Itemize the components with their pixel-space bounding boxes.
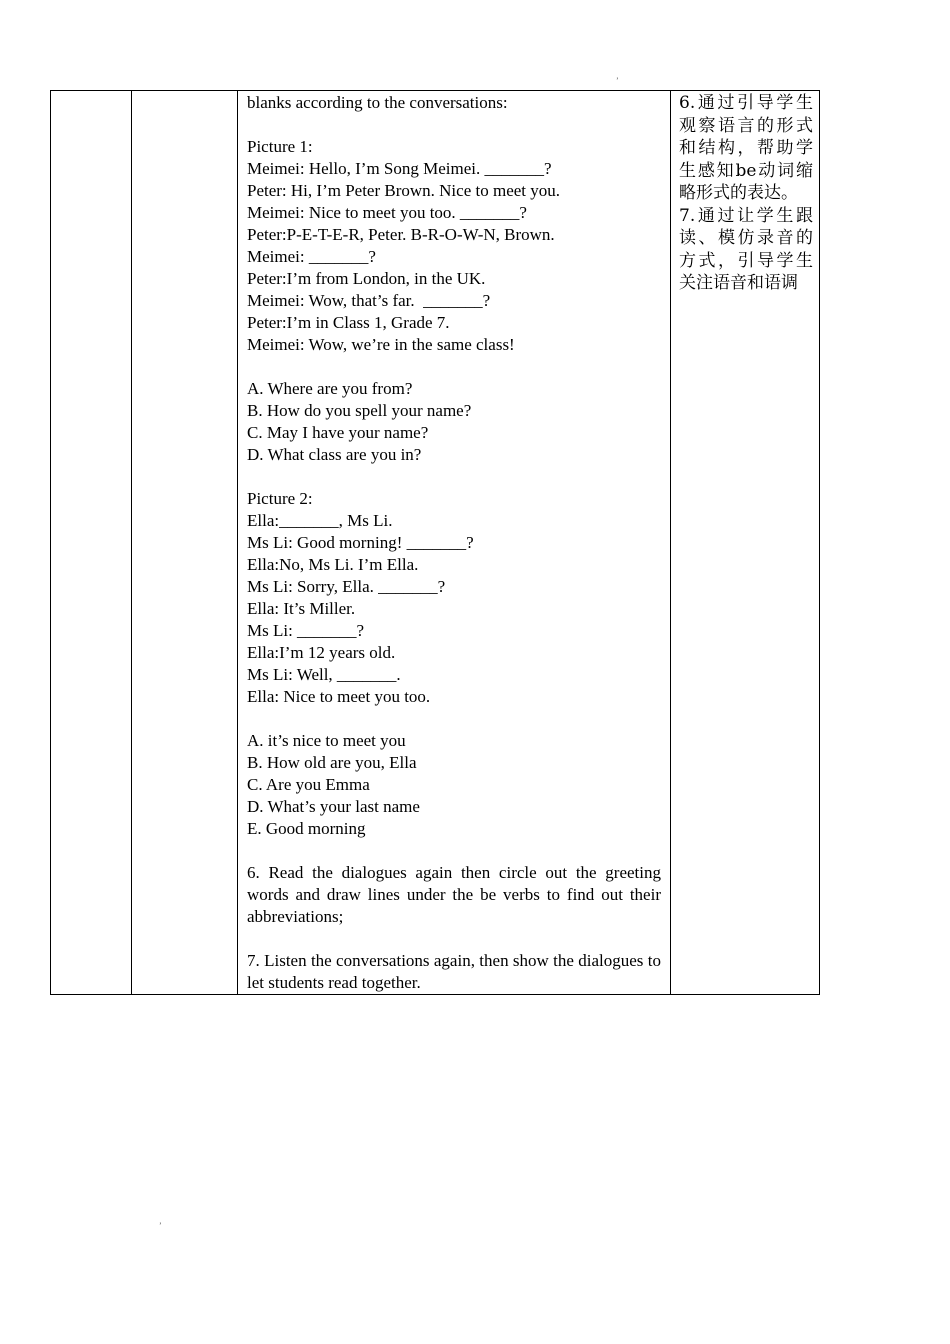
dialogue-line: Peter:I’m in Class 1, Grade 7.: [247, 313, 450, 332]
dialogue-line: Ella:_______, Ms Li.: [247, 511, 393, 530]
dialogue-line: Ella:No, Ms Li. I’m Ella.: [247, 555, 419, 574]
lesson-table: [50, 90, 820, 995]
dialogue-line: Ella: It’s Miller.: [247, 599, 356, 618]
activity-cell: [247, 92, 661, 994]
picture2-title: Picture 2:: [247, 489, 313, 508]
dialogue-line: Meimei: Wow, that’s far. _______?: [247, 291, 491, 310]
purpose-note-7: 7.通过让学生跟读、模仿录音的方式，引导学生关注语音和语调: [679, 205, 813, 293]
option-line: B. How do you spell your name?: [247, 401, 472, 420]
dialogue-line: Peter:I’m from London, in the UK.: [247, 269, 486, 288]
purpose-note-6: 6.通过引导学生观察语言的形式和结构，帮助学生感知be动词缩略形式的表达。: [679, 93, 813, 203]
option-line: E. Good morning: [247, 819, 366, 838]
dialogue-line: Meimei: _______?: [247, 247, 376, 266]
dialogue-line: Ms Li: _______?: [247, 621, 365, 640]
dialogue-line: Ms Li: Good morning! _______?: [247, 533, 474, 552]
dialogue-line: Meimei: Nice to meet you too. _______?: [247, 203, 527, 222]
picture1-title: Picture 1:: [247, 137, 313, 156]
intro-line: blanks according to the conversations:: [247, 93, 508, 112]
dialogue-line: Meimei: Wow, we’re in the same class!: [247, 335, 515, 354]
dialogue-line: Ms Li: Well, _______.: [247, 665, 401, 684]
dialogue-line: Ella:I’m 12 years old.: [247, 643, 396, 662]
option-line: B. How old are you, Ella: [247, 753, 417, 772]
step-6-instruction: 6. Read the dialogues again then circle out the greeting words and draw lines under the be verbs to find out their abbreviations;: [247, 863, 661, 926]
dialogue-line: Ms Li: Sorry, Ella. _______?: [247, 577, 446, 596]
option-line: C. Are you Emma: [247, 775, 370, 794]
dialogue-line: Peter: Hi, I’m Peter Brown. Nice to meet you.: [247, 181, 561, 200]
column-divider: [131, 91, 132, 994]
dialogue-line: Ella: Nice to meet you too.: [247, 687, 431, 706]
option-line: A. Where are you from?: [247, 379, 413, 398]
option-line: D. What class are you in?: [247, 445, 422, 464]
dialogue-line: Peter:P-E-T-E-R, Peter. B-R-O-W-N, Brown.: [247, 225, 555, 244]
option-line: C. May I have your name?: [247, 423, 429, 442]
footer-mark: ʼ: [159, 1221, 162, 1230]
step-7-instruction: 7. Listen the conversations again, then show the dialogues to let students read together.: [247, 951, 661, 992]
dialogue-line: Meimei: Hello, I’m Song Meimei. _______?: [247, 159, 552, 178]
header-mark: ʼ: [616, 76, 619, 85]
option-line: A. it’s nice to meet you: [247, 731, 406, 750]
purpose-cell: [679, 92, 813, 295]
column-divider: [670, 91, 671, 994]
option-line: D. What’s your last name: [247, 797, 420, 816]
column-divider: [237, 91, 238, 994]
